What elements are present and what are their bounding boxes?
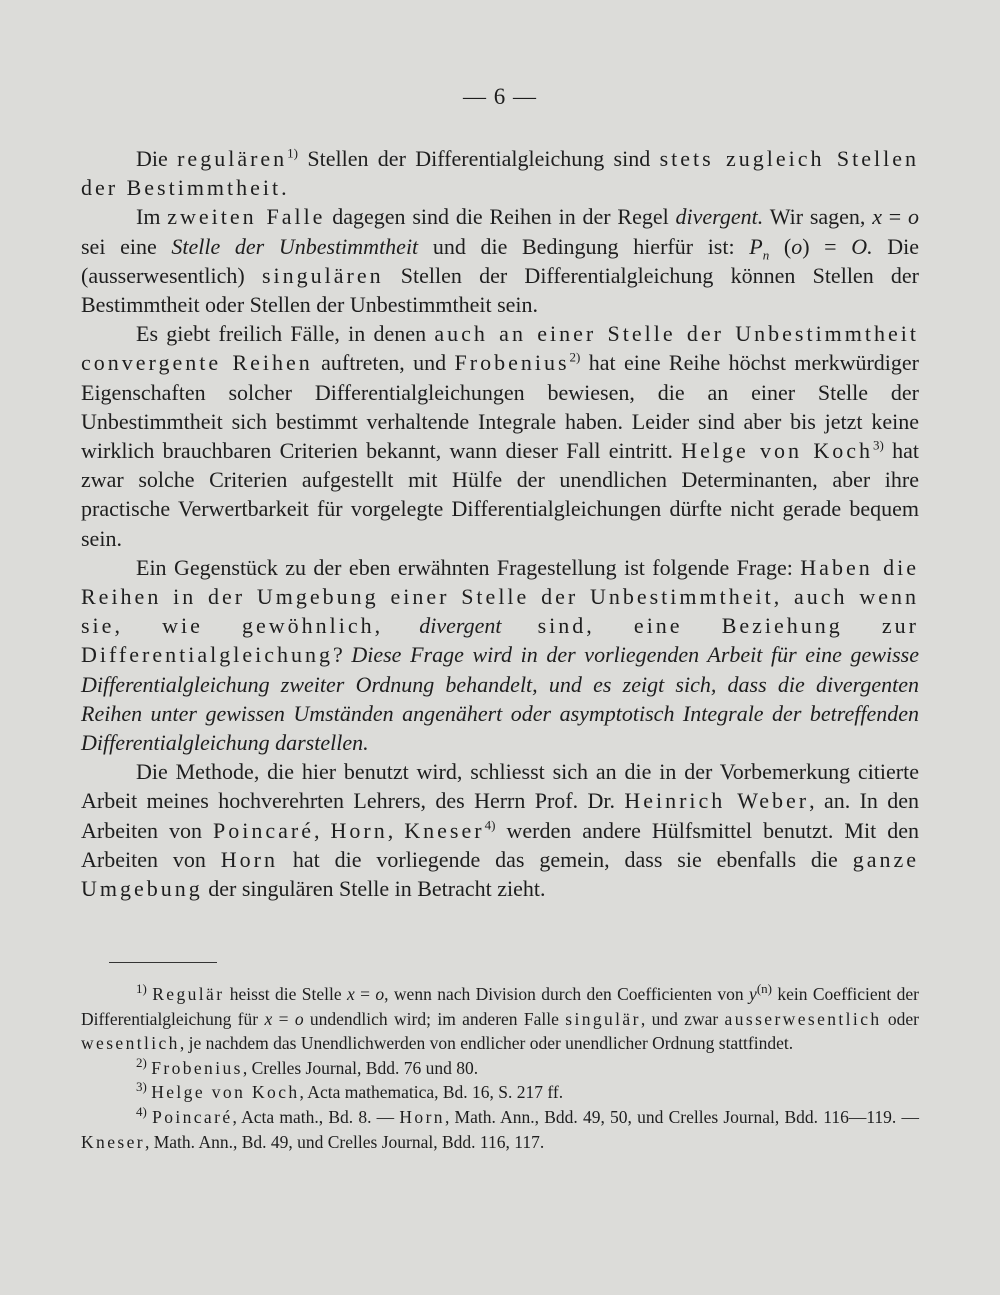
footnote-marker: 1) [136, 981, 147, 997]
spaced-text: Kneser [404, 817, 485, 843]
spaced-text: Frobenius [454, 350, 570, 376]
footnote-marker: 2) [136, 1054, 147, 1070]
spaced-text: Helge von Koch [151, 1082, 300, 1103]
text-run: Wir sagen, [763, 204, 873, 230]
text-run: , Math. Ann., Bd. 49, und Crelles Journal, Bdd. 116, 117. [144, 1131, 545, 1152]
paragraph [81, 319, 919, 553]
footnote-rule [109, 962, 217, 963]
text-run: ) = [802, 233, 852, 259]
footnote [81, 982, 919, 1056]
text-run: hat die vorliegende das gemein, dass sie ebenfalls die [277, 846, 853, 872]
spaced-text: singulären [261, 262, 384, 288]
paragraph [81, 553, 919, 757]
paragraph [81, 202, 919, 319]
paragraph [81, 144, 919, 202]
spaced-text: zweiten Falle [167, 204, 326, 230]
italic-text: Stelle der Unbestimmtheit [171, 233, 419, 259]
text-run: , Acta mathematica, Bd. 16, S. 217 ff. [299, 1082, 564, 1103]
text-run: der singulären Stelle in Betracht zieht. [202, 876, 546, 902]
italic-text: x [872, 204, 882, 230]
text-run: , [314, 817, 331, 843]
text-run: hat eine Reihe höchst merkwürdiger Eigenschaften solcher Differentialgleichungen bewiesen, die an einer Stelle der Unbestimmtheit sich bestimmt verhaltende Integrale haben. Leider sind aber bis jetzt keine wirklich brauchbaren Criterien bekannt, wann dieser Fall eintritt. [81, 350, 920, 464]
footnote-marker: (n) [756, 981, 772, 997]
spaced-text: ganze Umgebung [81, 846, 920, 902]
spaced-text: auch an einer Stelle der Unbestimmtheit convergente Reihen [81, 321, 920, 376]
spaced-text: sind, eine Beziehung zur Differentialgleichung [81, 613, 919, 668]
footnote-marker: 2) [569, 350, 581, 366]
text-run: werden andere Hülfsmittel benutzt. Mit den Arbeiten von [81, 817, 919, 872]
italic-text: P [749, 233, 763, 259]
spaced-text: Poincaré [213, 817, 314, 843]
spaced-text: Kneser [81, 1131, 145, 1152]
text-run: , Crelles Journal, Bdd. 76 und 80. [242, 1057, 479, 1078]
spaced-text: stets zugleich Stellen der Bestimmtheit [81, 146, 919, 201]
italic-text: divergent [419, 613, 502, 639]
text-run: und die Bedingung hierfür ist: [418, 233, 750, 259]
text-run [383, 613, 419, 638]
page-number: — 6 — [463, 84, 537, 109]
text-run: undendlich wird; im anderen Falle [303, 1008, 566, 1029]
spaced-text: singulär [565, 1008, 641, 1029]
spaced-text: wesentlich [81, 1033, 180, 1054]
spaced-text: ausserwesentlich [724, 1008, 882, 1029]
spaced-text: Poincaré [152, 1106, 233, 1127]
footnote [81, 1105, 919, 1154]
italic-text: o [375, 984, 385, 1004]
italic-text: O. [851, 233, 873, 259]
italic-text: divergent. [675, 204, 764, 230]
spaced-text: Horn [399, 1106, 445, 1127]
text-run: , [387, 817, 405, 843]
text-run: Die (ausserwesentlich) [81, 233, 920, 288]
text-run: Es giebt freilich Fälle, in denen [136, 321, 435, 347]
italic-text: o [294, 1008, 304, 1029]
text-run: Die Methode, die hier benutzt wird, schliesst sich an die in der Vorbemerkung citierte Arbeit meines hochverehrten Lehrers, des Herrn Prof. Dr. [81, 759, 919, 814]
spaced-text: Horn [220, 846, 278, 872]
spaced-text: Frobenius [151, 1057, 243, 1078]
spaced-text: Regulär [152, 984, 225, 1004]
text-run: Ein Gegenstück zu der eben erwähnten Fragestellung ist folgende Frage: [136, 554, 801, 580]
text-run: Stellen der Differentialgleichung sind [298, 146, 660, 171]
italic-text: o [791, 233, 803, 259]
text-run: n [762, 247, 770, 262]
text-run: , wenn nach Division durch den Coefficienten von [384, 984, 750, 1004]
text-run: . [281, 175, 287, 201]
footnote [81, 1056, 919, 1081]
text-run: heisst die Stelle [224, 984, 348, 1004]
text-run [502, 613, 538, 638]
text-run: Die [136, 146, 178, 171]
footnote-marker: 4) [484, 817, 496, 833]
text-run: oder [881, 1008, 919, 1029]
text-run: , je nachdem das Unendlichwerden von endlicher oder unendlicher Ordnung stattfindet. [179, 1033, 794, 1054]
italic-text: Diese Frage wird in der vorliegenden Arbeit für eine gewisse Differentialgleichung zweiter Ordnung behandelt, und es zeigt sich, dass die divergenten Reihen unter gewissen Umständen angenähert oder asymptotisch Integrale der betreffenden Differentialgleichung darstellen. [81, 642, 919, 756]
text-run: Stellen der Differentialgleichung können Stellen der Bestimmtheit oder Stellen der Unbestimmtheit sein. [81, 262, 919, 318]
text-run: = [354, 984, 376, 1004]
text-run: sei eine [81, 233, 172, 259]
text-run: ( [769, 233, 792, 259]
footnote-marker: 1) [287, 145, 299, 161]
text-run: , an. In den Arbeiten von [81, 788, 920, 843]
text-run: auftreten, und [312, 350, 455, 376]
paragraph [81, 757, 919, 903]
text-run: dagegen sind die Reihen in der Regel [325, 204, 676, 230]
spaced-text: regulären [177, 146, 288, 171]
text-run: hat zwar solche Criterien aufgestellt mit Hülfe der unendlichen Determinanten, aber ihre practische Verwertbarkeit für vorgelegte Differentialgleichungen dürfte nicht gerade bequem sein. [81, 438, 919, 551]
footnotes [81, 982, 919, 1154]
footnote [81, 1080, 919, 1105]
body-text [81, 144, 919, 903]
text-run: = [272, 1008, 295, 1029]
text-run: , Math. Ann., Bdd. 49, 50, und Crelles Journal, Bdd. 116—119. — [444, 1106, 920, 1127]
text-run: ? [332, 642, 352, 668]
spaced-text: Heinrich Weber [624, 788, 810, 814]
spaced-text: Horn [330, 817, 388, 843]
spaced-text: Helge von Koch [681, 438, 873, 464]
italic-text: x [347, 984, 355, 1004]
text-run: , und zwar [640, 1008, 725, 1029]
italic-text: x [264, 1008, 273, 1029]
text-run: , Acta math., Bd. 8. — [232, 1106, 400, 1127]
text-run: = [881, 204, 908, 230]
spaced-text: Haben die Reihen in der Umgebung einer Stelle der Unbestimmtheit, auch wenn sie, wie gewöhnlich, [81, 554, 920, 639]
text-run: Im [136, 204, 168, 230]
footnote-marker: 4) [136, 1104, 147, 1120]
footnote-marker: 3) [136, 1079, 147, 1095]
italic-text: o [908, 204, 919, 230]
text-run: kein Coefficient der Differentialgleichung für [81, 984, 919, 1029]
footnote-marker: 3) [872, 437, 884, 453]
italic-text: y [749, 984, 757, 1004]
